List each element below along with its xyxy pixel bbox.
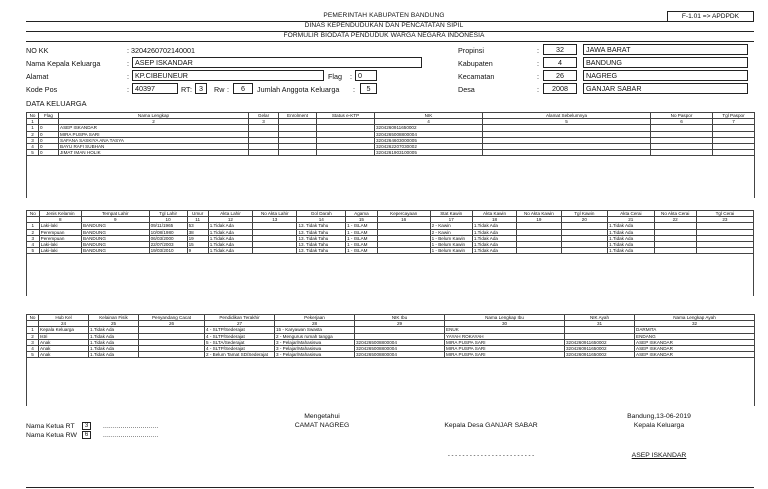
ketua-rw-dots: ............................	[103, 432, 159, 439]
relation-row-cell: 3204265008800004	[355, 339, 445, 345]
personal-row-cell: 9	[187, 248, 208, 254]
personal-number-row-cell: 15	[346, 217, 378, 223]
personal-number-row-cell: 23	[696, 217, 753, 223]
relation-row-cell: 3204265008800004	[355, 346, 445, 352]
relation-row-cell: 3204260911650002	[565, 352, 635, 358]
camat-label: CAMAT NAGREG	[294, 422, 350, 429]
personal-number-row-cell: 12	[208, 217, 252, 223]
personal-row-cell: 1.Tidak Ada	[208, 235, 252, 241]
colon: :	[227, 85, 229, 94]
section-title: DATA KELUARGA	[26, 99, 87, 108]
personal-row-cell: 13. Tidak Tahu	[297, 235, 346, 241]
relation-number-row-cell: 24	[39, 321, 89, 327]
relation-header-row-cell: No	[27, 315, 39, 321]
relation-row-cell: 5 - SLTA/Sederajat	[205, 339, 275, 345]
personal-row-cell: 13. Tidak Tahu	[297, 248, 346, 254]
personal-header-row-cell: Tgl Cerai	[696, 211, 753, 217]
personal-row-cell: 22/07/2003	[149, 242, 187, 248]
header-line-1: PEMERINTAH KABUPATEN BANDUNG	[323, 12, 445, 19]
personal-row-cell: 1 - ISLAM	[346, 242, 378, 248]
personal-number-row-cell: 10	[149, 217, 187, 223]
relation-row-cell: 2	[27, 333, 39, 339]
personal-row-cell: 2 - Kawin	[430, 229, 472, 235]
personal-number-row-cell: 9	[81, 217, 149, 223]
family-header-row-cell: Flag	[39, 113, 59, 119]
bottom-rule	[26, 487, 754, 488]
colon: :	[127, 85, 129, 94]
relation-row-cell: 3 - Pelajar/Mahasiswa	[275, 346, 355, 352]
personal-number-row-cell: 8	[39, 217, 81, 223]
kabupaten-value: BANDUNG	[583, 57, 748, 68]
ketua-rt-dots: ............................	[103, 423, 159, 430]
family-row-cell: 2	[27, 131, 39, 137]
relation-row-cell: DARMITA	[635, 327, 755, 333]
relation-row-cell: 1.Tidak Ada	[89, 346, 139, 352]
relation-row-cell: 1.Tidak Ada	[89, 327, 139, 333]
kabupaten-label: Kabupaten	[458, 59, 493, 68]
flag-value: 0	[355, 70, 377, 81]
no-kk-value: : 3204260702140001	[127, 46, 195, 55]
relation-table	[26, 314, 755, 406]
personal-row-cell: 1.Tidak Ada	[208, 248, 252, 254]
personal-number-row-cell: 18	[472, 217, 516, 223]
family-header-row-cell: No Paspor	[651, 113, 713, 119]
relation-header-row-cell: Kelainan Fisik	[89, 315, 139, 321]
kepala-value: ASEP ISKANDAR	[132, 57, 422, 68]
personal-row-cell: Perempuan	[39, 229, 81, 235]
personal-row-cell: 1.Tidak Ada	[208, 223, 252, 229]
family-table-body	[27, 113, 755, 198]
personal-header-row-cell: No	[27, 211, 40, 217]
kepala-keluarga-label: Kepala Keluarga	[633, 422, 685, 429]
relation-number-row-cell: 30	[445, 321, 565, 327]
family-row-cell: 0	[39, 131, 59, 137]
kecamatan-value: NAGREG	[583, 70, 748, 81]
family-row-cell: 4	[27, 144, 39, 150]
family-row-cell: JIMAT IMAN HOLIK	[59, 150, 249, 156]
kabupaten-code: 4	[543, 57, 577, 68]
relation-row-cell: Istri	[39, 333, 89, 339]
personal-row-cell: 10/08/1980	[149, 229, 187, 235]
relation-row-cell: 5	[27, 352, 39, 358]
desa-code: 2008	[543, 83, 577, 94]
relation-row-cell: 4	[27, 346, 39, 352]
propinsi-code: 32	[543, 44, 577, 55]
personal-row-cell: 1 - Belum Kawin	[430, 235, 472, 241]
family-header-row-cell: Gelar	[249, 113, 279, 119]
personal-header-row-cell: Jenis Kelamin	[39, 211, 81, 217]
rw-label: Rw	[214, 85, 225, 94]
family-header-row-cell: Status e-KTP	[317, 113, 375, 119]
kodepos-value: 40397	[132, 83, 178, 94]
relation-row-cell: ENUK	[445, 327, 565, 333]
colon: :	[127, 59, 129, 68]
relation-row-cell: 2 - Mengurus rumah tangga	[275, 333, 355, 339]
family-row-cell: 5	[27, 150, 39, 156]
personal-header-row-cell: Akta Kawin	[472, 211, 516, 217]
personal-header-row-cell: Akta Lahir	[208, 211, 252, 217]
personal-header-row-cell: Agama	[346, 211, 378, 217]
propinsi-value: JAWA BARAT	[583, 44, 748, 55]
relation-header-row-cell: NIK Ayah	[565, 315, 635, 321]
form-code: F-1.01 => APDPDK	[667, 11, 754, 22]
personal-row-cell: 19	[187, 235, 208, 241]
ketua-rw-label: Nama Ketua RW	[26, 432, 77, 439]
ketua-rt-label: Nama Ketua RT	[26, 423, 75, 430]
personal-number-row-cell: 16	[377, 217, 430, 223]
personal-header-row-cell: Umur	[187, 211, 208, 217]
family-row-cell: 0	[39, 150, 59, 156]
personal-header-row-cell: No Akta Cerai	[654, 211, 696, 217]
personal-row-cell: Laki-laki	[39, 248, 81, 254]
alamat-value: KP.CIBEUNEUR	[132, 70, 324, 81]
signer-name: ASEP ISKANDAR	[631, 452, 687, 459]
family-row-cell: 1	[27, 125, 39, 131]
personal-row-cell: 19/03/2010	[149, 248, 187, 254]
relation-number-row-cell: 25	[89, 321, 139, 327]
header-rule-2	[26, 31, 754, 32]
family-row-cell: 0	[39, 144, 59, 150]
kepala-desa-signature-line: - - - - - - - - - - - - - - - - - - - - - - - -	[447, 453, 535, 459]
personal-row-cell: Laki-laki	[39, 242, 81, 248]
jumlah-label: Jumlah Anggota Keluarga	[257, 85, 340, 94]
personal-row-cell: 1.Tidak Ada	[608, 235, 654, 241]
desa-value: GANJAR SABAR	[583, 83, 748, 94]
family-row-cell: ASEP ISKANDAR	[59, 125, 249, 131]
colon: :	[537, 72, 539, 81]
personal-number-row-cell: 11	[187, 217, 208, 223]
personal-row-cell: 1.Tidak Ada	[472, 235, 516, 241]
family-row-cell: 3204262207030002	[375, 144, 483, 150]
family-row-cell: 3204265008800004	[375, 131, 483, 137]
personal-row-cell: 2 - Kawin	[430, 223, 472, 229]
family-header-row-cell: NIK	[375, 113, 483, 119]
personal-header-row-cell: No Akta Kawin	[517, 211, 561, 217]
ketua-rw-value: 6	[82, 431, 91, 439]
personal-row-cell: 1.Tidak Ada	[608, 223, 654, 229]
flag-label: Flag	[328, 72, 342, 81]
colon: :	[127, 72, 129, 81]
personal-row-cell: BANDUNG	[81, 235, 149, 241]
personal-row-cell: 1.Tidak Ada	[472, 242, 516, 248]
relation-number-row-cell: 27	[205, 321, 275, 327]
relation-header-row-cell: Pekerjaan	[275, 315, 355, 321]
personal-row-cell: 5	[27, 248, 40, 254]
relation-number-row-cell: 28	[275, 321, 355, 327]
personal-row-cell: 53	[187, 223, 208, 229]
family-row-cell: BAYU RAFI SUBHAN	[59, 144, 249, 150]
relation-number-row-cell: 31	[565, 321, 635, 327]
personal-number-row-cell: 13	[253, 217, 297, 223]
relation-number-row-cell: 32	[635, 321, 755, 327]
relation-row-cell: 3	[27, 339, 39, 345]
personal-header-row-cell: Tgl Kawin	[561, 211, 607, 217]
family-header-row-cell: Alamat Sebelumnya	[483, 113, 651, 119]
personal-empty-row	[27, 290, 754, 296]
personal-row-cell: Laki-laki	[39, 223, 81, 229]
personal-row-cell: BANDUNG	[81, 248, 149, 254]
personal-row-cell: 06/03/2000	[149, 235, 187, 241]
relation-row-cell: 3204265008800004	[355, 352, 445, 358]
family-row-cell: 3204264603000005	[375, 137, 483, 143]
personal-row-cell: 1.Tidak Ada	[208, 242, 252, 248]
personal-row-cell: 09/11/1965	[149, 223, 187, 229]
personal-row-cell: 1 - ISLAM	[346, 223, 378, 229]
relation-row-cell: 1	[27, 327, 39, 333]
relation-row-cell: 1.Tidak Ada	[89, 333, 139, 339]
relation-row-cell: YAYAH ROKAYAH	[445, 333, 565, 339]
desa-label: Desa	[458, 85, 475, 94]
personal-row-cell: 1.Tidak Ada	[472, 229, 516, 235]
personal-row-cell: BANDUNG	[81, 229, 149, 235]
personal-row-cell: BANDUNG	[81, 223, 149, 229]
header-rule-3	[26, 41, 754, 42]
relation-row-cell: 3204260911650002	[565, 346, 635, 352]
family-header-row-cell: No	[27, 113, 39, 119]
family-header-row-cell: Enrolment	[279, 113, 317, 119]
sign-date: Bandung,13-06-2019	[627, 413, 691, 420]
family-row-cell: 3204260911650002	[375, 125, 483, 131]
colon: :	[353, 85, 355, 94]
kepala-desa-label: Kepala Desa GANJAR SABAR	[444, 422, 538, 429]
personal-row-cell: 1.Tidak Ada	[608, 229, 654, 235]
personal-number-row-cell: 21	[608, 217, 654, 223]
family-empty-cell	[27, 192, 755, 198]
relation-row-cell: ENDANG	[635, 333, 755, 339]
family-number-row-cell: 6	[651, 119, 713, 125]
colon: :	[537, 59, 539, 68]
relation-empty-row	[27, 400, 755, 406]
family-number-row-cell: 1	[27, 119, 39, 125]
personal-header-row-cell: No Akta Lahir	[253, 211, 297, 217]
personal-number-row-cell: 17	[430, 217, 472, 223]
relation-row-cell: 4 - SLTP/Sederajat	[205, 327, 275, 333]
personal-row-cell: 1 - ISLAM	[346, 248, 378, 254]
personal-row-cell: 1 - ISLAM	[346, 235, 378, 241]
relation-row-cell: Kepala Keluarga	[39, 327, 89, 333]
relation-number-row-cell: 26	[139, 321, 205, 327]
personal-row-cell: 1 - Belum Kawin	[430, 242, 472, 248]
personal-row-cell: 4	[27, 242, 40, 248]
personal-row-cell: 13. Tidak Tahu	[297, 229, 346, 235]
relation-row-cell: Anak	[39, 339, 89, 345]
family-number-row-cell: 2	[59, 119, 249, 125]
family-row-cell: 3204261903100005	[375, 150, 483, 156]
relation-header-row-cell: Penyandang Cacat	[139, 315, 205, 321]
relation-row-cell: ASEP ISKANDAR	[635, 352, 755, 358]
alamat-label: Alamat	[26, 72, 49, 81]
personal-number-row-cell: 14	[297, 217, 346, 223]
personal-header-row-cell: Kepercayaan	[377, 211, 430, 217]
personal-row-cell: 1.Tidak Ada	[208, 229, 252, 235]
personal-row-cell: 13. Tidak Tahu	[297, 242, 346, 248]
personal-row-cell: 13. Tidak Tahu	[297, 223, 346, 229]
personal-empty-cell	[27, 290, 754, 296]
relation-row-cell: MIRA PUSPA SARI	[445, 352, 565, 358]
relation-empty-cell	[27, 400, 755, 406]
kodepos-label: Kode Pos	[26, 85, 58, 94]
relation-row-cell: 1.Tidak Ada	[89, 352, 139, 358]
colon: :	[350, 72, 352, 81]
personal-number-row-cell: 22	[654, 217, 696, 223]
personal-header-row-cell: Stat Kawin	[430, 211, 472, 217]
personal-header-row-cell: Tgl Lahir	[149, 211, 187, 217]
personal-row-cell: 38	[187, 229, 208, 235]
personal-table-body	[27, 211, 754, 296]
relation-header-row-cell: Hub Kel	[39, 315, 89, 321]
personal-row-cell: 1	[27, 223, 40, 229]
relation-header-row-cell: Nama Lengkap Ibu	[445, 315, 565, 321]
rt-label: RT	[181, 85, 191, 94]
personal-header-row-cell: Tempat Lahir	[81, 211, 149, 217]
personal-row-cell: 3	[27, 235, 40, 241]
relation-row-cell: 15 - Karyawan Swasta	[275, 327, 355, 333]
family-row-cell: MIRA PUSPA SARI	[59, 131, 249, 137]
personal-number-row-cell: 20	[561, 217, 607, 223]
relation-row-cell: 2 - Belum Tamat SD/Sederajat	[205, 352, 275, 358]
family-row-cell: 0	[39, 137, 59, 143]
personal-row-cell: 1.Tidak Ada	[608, 242, 654, 248]
relation-row-cell: ASEP ISKANDAR	[635, 346, 755, 352]
relation-row-cell: 3 - Pelajar/Mahasiswa	[275, 339, 355, 345]
family-header-row-cell: Nama Lengkap	[59, 113, 249, 119]
kepala-label: Nama Kepala Keluarga	[26, 59, 101, 68]
relation-row-cell: ASEP ISKANDAR	[635, 339, 755, 345]
personal-row-cell: 1.Tidak Ada	[472, 248, 516, 254]
personal-row-cell: BANDUNG	[81, 242, 149, 248]
family-row-cell: 3	[27, 137, 39, 143]
relation-row-cell: MIRA PUSPA SARI	[445, 346, 565, 352]
relation-header-row-cell: Nama Lengkap Ayah	[635, 315, 755, 321]
family-header-row-cell: Tgl Paspor	[713, 113, 755, 119]
propinsi-label: Propinsi	[458, 46, 484, 55]
personal-header-row-cell: Gol Darah	[297, 211, 346, 217]
relation-row-cell: 3 - Pelajar/Mahasiswa	[275, 352, 355, 358]
personal-header-row-cell: Akta Cerai	[608, 211, 654, 217]
personal-row-cell: 1.Tidak Ada	[608, 248, 654, 254]
relation-header-row-cell: NIK Ibu	[355, 315, 445, 321]
relation-row-cell: MIRA PUSPA SARI	[445, 339, 565, 345]
family-number-row-cell: 3	[249, 119, 279, 125]
relation-table-body	[27, 315, 755, 406]
kecamatan-label: Kecamatan	[458, 72, 495, 81]
header-line-3: FORMULIR BIODATA PENDUDUK WARGA NEGARA INDONESIA	[283, 32, 485, 39]
personal-row-cell: 2	[27, 229, 40, 235]
relation-number-row-cell: 29	[355, 321, 445, 327]
family-number-row-cell: 5	[483, 119, 651, 125]
header-rule-1	[26, 21, 754, 22]
personal-row-cell: 15	[187, 242, 208, 248]
colon: :	[190, 85, 192, 94]
family-number-row-cell: 4	[375, 119, 483, 125]
colon: :	[537, 85, 539, 94]
relation-row-cell: 3204260911650002	[565, 339, 635, 345]
mengetahui-label: Mengetahui	[304, 413, 340, 420]
colon: :	[537, 46, 539, 55]
family-number-row-cell: 7	[713, 119, 755, 125]
family-row-cell: 0	[39, 125, 59, 131]
rt-value: 3	[195, 83, 207, 94]
personal-row-cell: 1 - Belum Kawin	[430, 248, 472, 254]
relation-row-cell: 4 - SLTP/Sederajat	[205, 346, 275, 352]
kecamatan-code: 26	[543, 70, 577, 81]
ketua-rt-value: 3	[82, 422, 91, 430]
family-empty-row	[27, 192, 755, 198]
personal-row-cell: Perempuan	[39, 235, 81, 241]
relation-row-cell: Anak	[39, 346, 89, 352]
personal-row-cell: 1.Tidak Ada	[472, 223, 516, 229]
personal-row-cell: 1 - ISLAM	[346, 229, 378, 235]
personal-table	[26, 210, 754, 296]
personal-number-row-cell: 19	[517, 217, 561, 223]
relation-header-row-cell: Pendidikan Terakhir	[205, 315, 275, 321]
header-line-2: DINAS KEPENDUDUKAN DAN PENCATATAN SIPIL	[304, 22, 464, 29]
relation-row-cell: Anak	[39, 352, 89, 358]
rw-value: 6	[233, 83, 253, 94]
jumlah-value: 5	[360, 83, 377, 94]
relation-row-cell: 1.Tidak Ada	[89, 339, 139, 345]
no-kk-label: NO KK	[26, 46, 49, 55]
family-row-cell: SAFANA SASKIYA ANA TASYA	[59, 137, 249, 143]
family-table	[26, 112, 755, 198]
relation-row-cell: 4 - SLTP/Sederajat	[205, 333, 275, 339]
